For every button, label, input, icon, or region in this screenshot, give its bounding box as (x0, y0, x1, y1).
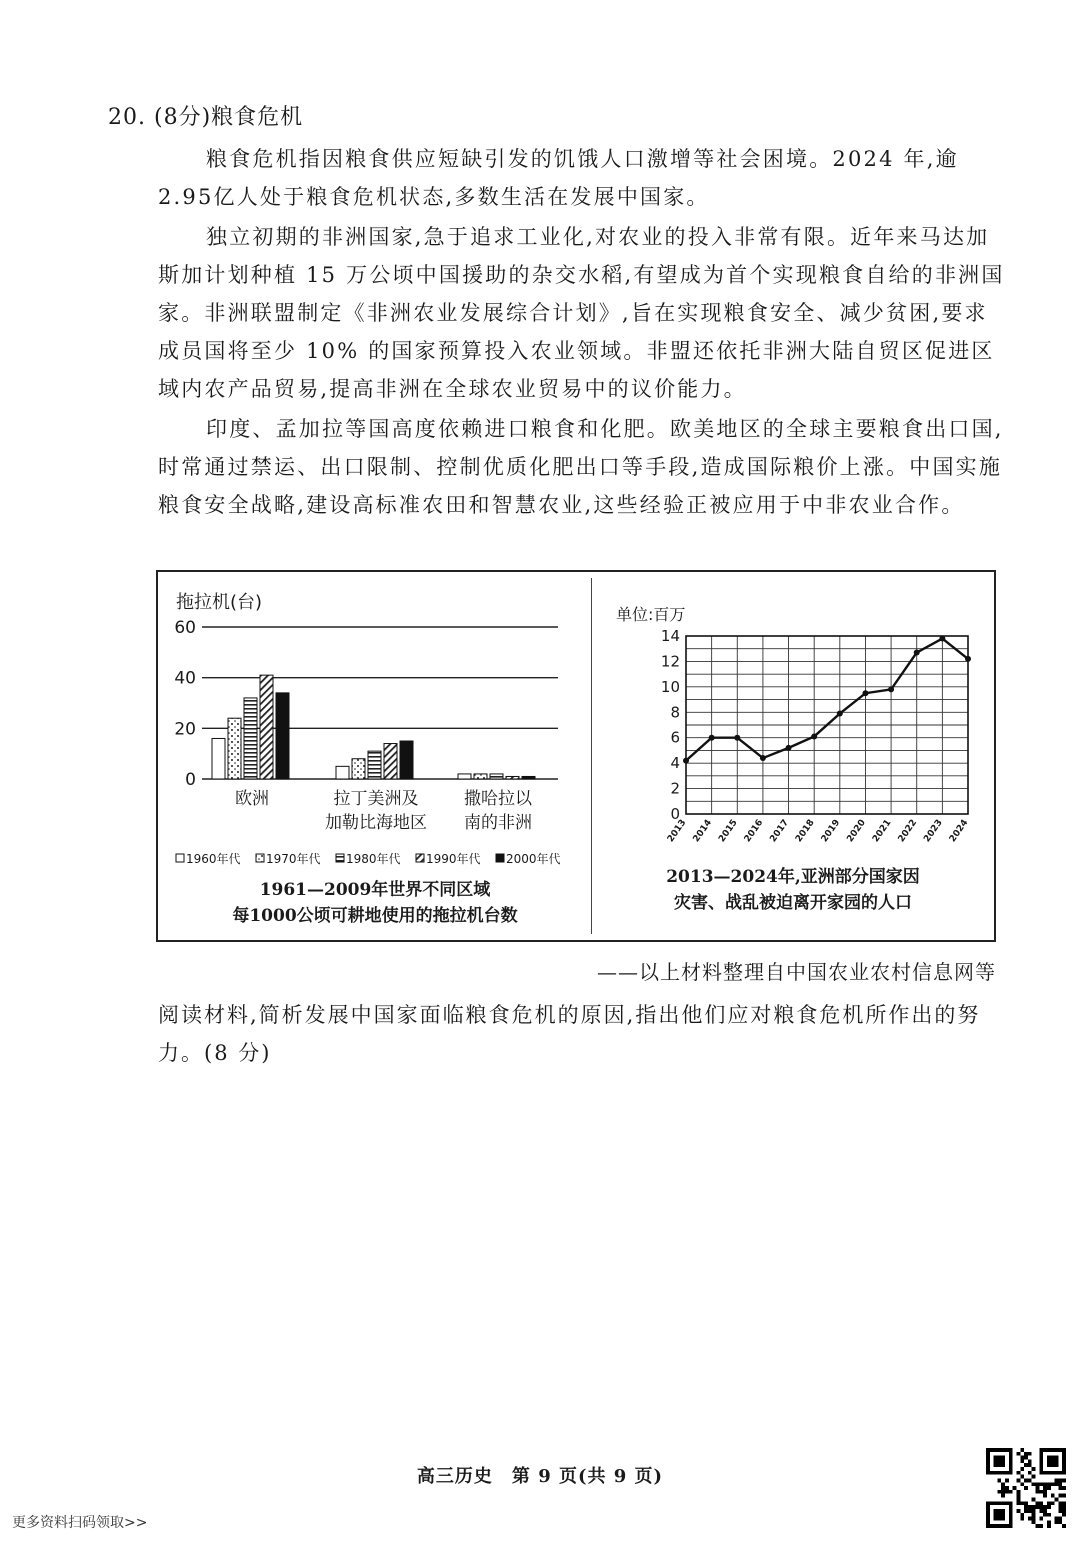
question-header (108, 100, 303, 131)
bar-ytick-label: 0 (185, 770, 196, 790)
bar-2000年代-1 (400, 741, 413, 779)
displaced-point-2018 (811, 733, 817, 739)
displaced-point-2024 (965, 656, 971, 662)
legend-label: 1960年代 (186, 852, 241, 866)
bar-ytick-label: 20 (174, 719, 196, 740)
bar-1960年代-1 (336, 766, 349, 779)
bar-category-label: 撒哈拉以 (464, 789, 532, 809)
line-xtick-label: 2016 (742, 817, 766, 845)
line-ytick-label: 2 (670, 779, 680, 798)
bar-1970年代-1 (352, 759, 365, 779)
bar-1960年代-2 (458, 774, 471, 779)
bar-category-label: 南的非洲 (464, 813, 532, 833)
page-footer: 高三历史 第 9 页(共 9 页) (416, 1466, 664, 1487)
displaced-point-2016 (760, 755, 766, 761)
line-xtick-label: 2017 (768, 817, 792, 845)
displaced-point-2023 (939, 636, 945, 642)
line-caption-line-2: 灾害、战乱被迫离开家园的人口 (674, 893, 912, 913)
question-score: (8分) (154, 105, 212, 130)
bar-caption-line-2: 每1000公顷可耕地使用的拖拉机台数 (232, 906, 518, 926)
displaced-point-2015 (734, 735, 740, 741)
line-chart-caption (592, 864, 994, 916)
task-prompt: 阅读材料,简析发展中国家面临粮食危机的原因,指出他们应对粮食危机所作出的努力。(8 分) (158, 1003, 981, 1065)
paragraph-3: 印度、孟加拉等国高度依赖进口粮食和化肥。欧美地区的全球主要粮食出口国,时常通过禁运、出口限制、控制优质化肥出口等手段,造成国际粮价上涨。中国实施粮食安全战略,建设高标准农田和智慧农业,这些经验正被应用于中非农业合作。 (158, 417, 1004, 517)
line-xtick-label: 2021 (870, 817, 894, 845)
line-ytick-label: 6 (670, 728, 680, 747)
bar-chart-caption (158, 877, 592, 929)
displaced-point-2019 (837, 711, 843, 717)
legend-swatch (176, 854, 184, 862)
displaced-point-2013 (683, 758, 689, 764)
legend-label: 1990年代 (426, 852, 481, 866)
bar-ytick-label: 60 (174, 618, 196, 638)
line-ytick-label: 10 (660, 677, 680, 696)
displaced-point-2017 (786, 745, 792, 751)
bar-category-label: 加勒比海地区 (325, 813, 427, 833)
figure-panel (156, 570, 996, 942)
displaced-point-2021 (888, 686, 894, 692)
bar-2000年代-2 (522, 776, 535, 779)
line-xtick-label: 2018 (794, 817, 817, 845)
bar-1990年代-2 (506, 776, 519, 779)
legend-swatch (496, 854, 504, 862)
legend-swatch (336, 854, 344, 862)
bar-1960年代-0 (212, 738, 225, 779)
bar-chart-ylabel: 拖拉机(台) (176, 592, 263, 613)
line-chart-unit: 单位:百万 (616, 605, 686, 624)
line-xtick-label: 2019 (819, 817, 843, 845)
legend-label: 1970年代 (266, 852, 321, 866)
bar-2000年代-0 (276, 693, 289, 779)
legend-swatch (256, 854, 264, 862)
bar-1990年代-0 (260, 675, 273, 779)
bar-ytick-label: 40 (174, 668, 196, 689)
displaced-point-2022 (914, 650, 920, 656)
line-xtick-label: 2014 (691, 817, 715, 845)
line-xtick-label: 2023 (922, 817, 945, 845)
bar-1980年代-1 (368, 751, 381, 779)
line-caption-line-1: 2013—2024年,亚洲部分国家因 (666, 867, 920, 887)
promo-text[interactable]: 更多资料扫码领取>> (12, 1515, 148, 1531)
line-xtick-label: 2020 (845, 817, 868, 845)
line-ytick-label: 12 (660, 652, 680, 671)
line-xtick-label: 2022 (896, 817, 920, 845)
question-number: 20. (108, 105, 146, 130)
line-xtick-label: 2013 (665, 817, 689, 845)
line-ytick-label: 4 (670, 754, 680, 773)
legend-swatch (416, 854, 424, 862)
bar-1970年代-0 (228, 718, 241, 779)
qr-code-icon[interactable] (986, 1448, 1066, 1528)
bar-1980年代-2 (490, 774, 503, 779)
legend-label: 1980年代 (346, 852, 401, 866)
line-ytick-label: 8 (670, 703, 680, 722)
bar-category-label: 拉丁美洲及 (333, 789, 419, 809)
displaced-point-2020 (862, 690, 868, 696)
bar-1970年代-2 (474, 774, 487, 779)
line-xtick-label: 2015 (717, 817, 740, 845)
line-xtick-label: 2024 (947, 817, 971, 845)
legend-label: 2000年代 (506, 852, 561, 866)
paragraph-2: 独立初期的非洲国家,急于追求工业化,对农业的投入非常有限。近年来马达加斯加计划种植 15 万公顷中国援助的杂交水稻,有望成为首个实现粮食自给的非洲国家。非洲联盟制定《非洲农业发展综合计划》,旨在实现粮食安全、减少贫困,要求成员国将至少 10% 的国家预算投入农业领域。非盟还依托非洲大陆自贸区促进区域内农产品贸易,提高非洲在全球农业贸易中的议价能力。 (158, 225, 1005, 401)
paragraph-1: 粮食危机指因粮食供应短缺引发的饥饿人口激增等社会困境。2024 年,逾2.95亿人处于粮食危机状态,多数生活在发展中国家。 (158, 147, 959, 209)
line-ytick-label: 0 (670, 805, 680, 823)
displaced-point-2014 (709, 735, 715, 741)
bar-caption-line-1: 1961—2009年世界不同区域 (259, 880, 491, 900)
source-note: ——以上材料整理自中国农业农村信息网等 (597, 960, 996, 984)
bar-category-label: 欧洲 (235, 789, 269, 809)
line-ytick-label: 14 (660, 627, 680, 645)
bar-1990年代-1 (384, 744, 397, 779)
question-title: 粮食危机 (211, 105, 304, 130)
bar-1980年代-0 (244, 698, 257, 779)
